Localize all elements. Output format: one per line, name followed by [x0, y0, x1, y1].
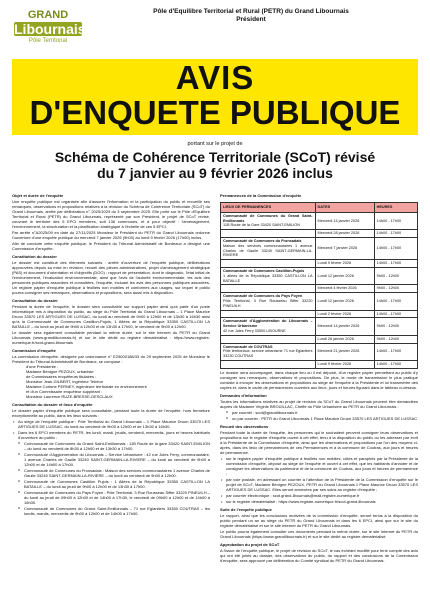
location-cell	[221, 230, 316, 238]
table-header-row	[221, 203, 418, 213]
hours-cell: 9h00 - 12h00	[374, 335, 417, 343]
date-cell: Mercredi 28 janvier 2026	[315, 230, 374, 238]
date-cell: Mercredi 14 janvier 2026	[315, 212, 374, 229]
member-line: de Commissaires enquêteurs titulaires :	[26, 374, 97, 379]
table-row	[221, 293, 418, 310]
section-text: Par arrêté n°A2025/09 en date du 27/11/2025 Monsieur le Président du PETR du Grand Libournais ordonne l'ouverture d'une enquête publique du mercredi 7 janvier 2026 (9h00) au lundi 9 février 2026 (17h00) inclus.	[12, 230, 210, 240]
hours-cell: 14h00 - 17h00	[374, 230, 417, 238]
section-text: La commission d'enquête, désignée par ordonnance n° E25000188/33 du 29 septembre 2025 de Monsieur le Président du Tribunal Administratif de Bordeaux, se compose :	[12, 354, 210, 364]
title-banner	[12, 59, 418, 135]
section-heading: Constitution du dossier	[12, 254, 57, 259]
hours-cell: 14h00 - 17h00	[374, 310, 417, 318]
section-text: Pendant toute la durée de l'enquête, les personnes qui le souhaitent peuvent consigner leurs observations et propositions sur le registre d'enquête ouvert à cet effet, tenu à la disposition du public ou les adresser par écrit à la Présidente de la Commission d'enquête, ainsi que les observations et propositions par l'un des moyens ci-après, dans les lieux de permanences de ces Permanences et à la commune de Coutras, aux jours et heures de permanence.	[220, 429, 418, 455]
list-item: • Dans les 6 EPCI membres du PETR, les lundi, mardi, jeudis, vendredi, mercredis, jours et heures habituels d'ouverture au public :	[12, 430, 210, 440]
member-line: et d'un Commissaire enquêteur suppléant :	[26, 389, 103, 394]
section-heading: Demandes d'information	[220, 392, 267, 398]
table-row	[221, 230, 418, 238]
location-name: Communauté de Communes du Fronsadais	[223, 238, 302, 243]
intro-text: portant sur le projet de	[187, 141, 243, 147]
section-heading: Consultation du dossier	[12, 298, 58, 303]
section-text: A l'issue de l'enquête publique, le projet de révision du SCoT, le cas échéant modifié pour tenir compte des avis qui ont été joints au dossier, des observations du public, du rapport et des conclusions de la Commission d'enquête, sera approuvé par délibération du Comité syndical du PETR du Grand Libournais.	[220, 547, 418, 563]
organization-header	[84, 6, 418, 24]
location-cell	[221, 343, 316, 360]
member-line: Madame Corinne PERNEY, ingénieure territoriale en environnement	[26, 384, 147, 389]
date-cell: Lundi 12 janvier 2026	[315, 293, 374, 310]
table-row	[221, 343, 418, 360]
hours-cell: 14h00 - 17h00	[374, 343, 417, 360]
left-column	[12, 190, 210, 563]
list-subitem: o Communauté de Communes du Grand Saint-Emilionnais : 11B Route de la gare 33420 SAINT-EMILION – du lundi au vendredi de 8h30 à 12h00 et de 13h30 à 17h00.	[12, 441, 210, 451]
list-subitem: o ou par courrier : PETR du Grand Libournais 1 Place Maurice Druon 33570 LES ARTIGUES DE LUSSAC	[220, 416, 418, 421]
column-header: LIEUX DE PERMANENCES	[221, 203, 316, 213]
organization-role: Président	[236, 16, 266, 23]
list-item: • sur le registre dématérialisé : https://www.registre-numerique.fr/scot-grand-libournais	[220, 499, 418, 504]
list-item: • par voie postale, en adressant un courrier à l'attention de la Présidente de la Commission d'enquête sur le projet de SCoT, Madame Bénigne PEZOUX, PETR du Grand Libournais 1 Place Maurice Druon 33570 LES ARTIGUES DE LUSSAC. Elles seront annexées par ses soins au registre d'enquête ;	[220, 477, 418, 492]
section-heading: Objet et durée de l'enquête	[12, 193, 64, 198]
table-row	[221, 212, 418, 229]
header	[12, 6, 418, 45]
location-cell	[221, 310, 316, 318]
subject-title: Schéma de Cohérence Territoriale (SCoT) révisé	[54, 149, 376, 165]
location-name: Communauté de COUTRAS	[223, 344, 273, 349]
location-address: 1 allées de la République 33350 CASTILLON LA BATAILLE	[223, 273, 313, 283]
table-row	[221, 335, 418, 343]
hours-cell: 14h00 - 17h00	[374, 293, 417, 310]
location-address: Pôle territoriaux, service urbanisme 71 rue Eglantiers 33230 COUTRAS	[223, 349, 313, 359]
section-heading: Consultation du dossier et lieux d'enquête	[12, 402, 93, 407]
table-row	[221, 310, 418, 318]
column-header: HEURES	[374, 203, 417, 213]
list-subitem: o Communauté de Communes du Pays Foyen : Pôle Territorial, 3 Rue Rousseau Siffer 33220 PINEUILH – du lundi au jeudi de 09h00 à 12h00 et de 14h00 à 17h30, le vendredi de 09h00 à 12h00 et de 14h00 à 16h30.	[12, 490, 210, 505]
location-name: Communauté de Communes du Grand Saint-Emilionnais	[223, 213, 313, 223]
date-cell: Lundi 2 février 2026	[315, 310, 374, 318]
list-item: • Au siège de l'enquête publique : Pôle Territorial du Grand Libournais – 1 Place Maurice Druon 33570 LES ARTIGUES DE LUSSAC, du lundi au vendredi de 9h00 à 12h00 et de 13h30 à 16h30.	[12, 419, 210, 429]
location-address: 42 rue Jules Ferry 33500 LIBOURNE	[223, 328, 286, 333]
hours-cell: 14h00 - 17h00	[374, 212, 417, 229]
body-columns	[12, 190, 418, 563]
enquiry-dates: du 7 janvier au 9 février 2026 inclus	[97, 165, 333, 181]
date-cell: Mercredi 14 janvier 2026	[315, 318, 374, 335]
section-heading: Approbation du projet de SCoT	[220, 541, 280, 547]
location-name: Communauté de Communes du Pays Foyen	[223, 294, 303, 299]
hours-cell: 9h00 - 12h00	[374, 285, 417, 293]
list-item: • par courrier électronique : scot.grand-libournais@mail.registre-numerique.fr	[220, 493, 418, 498]
list-subitem: o Communauté de Communes Castillon Pujols : 1 Allées de la République 33350 CASTILLON LA BATAILLE – du lundi au jeudi de 9h00 à 12h00 et de 13h30 à 17h00.	[12, 479, 210, 489]
title-line2: D'ENQUETE PUBLIQUE	[29, 94, 401, 131]
location-cell	[221, 260, 316, 268]
list-subitem: o Communauté de Communes du Grand Saint-Emilionnais – 71 rue Eglantiers 33350 COUTRAS – les lundis, mardis, mercredis de 9h00 à 12h00 et de 14h00 à 17h00.	[12, 506, 210, 516]
table-row	[221, 260, 418, 268]
table-row	[221, 237, 418, 259]
location-address: 11B Route de la Gare 33420 SAINT-EMILION	[223, 223, 300, 228]
date-cell: Lundi 9 février 2026	[315, 360, 374, 368]
date-cell: Mercredi 21 janvier 2026	[315, 343, 374, 360]
date-cell: Lundi 9 février 2026	[315, 260, 374, 268]
section-text: Le rapport, ainsi que les conclusions motivées de la commission d'enquête, seront tenus à la disposition du public pendant un an au siège du PETR du Grand Libournais et dans les 6 EPCI, ainsi que sur le site du registre dématérialisé et sur le site Internet du PETR du Grand Libournais.	[220, 512, 418, 528]
location-cell	[221, 285, 316, 293]
section-heading: Recueil des observations	[220, 423, 269, 429]
list-subitem: o Communauté d'Agglomération du Libournais – Service Urbanisme : 42 rue Jules Ferry, communautaire, 1 avenue Charles de Gaulle 33240 SAINT-GERMAIN-LA-RIVIERE – du lundi au vendredi de 9h00 à 12h00 et de 14h00 à 17h00.	[12, 452, 210, 467]
date-cell: Lundi 12 janvier 2026	[315, 267, 374, 284]
section-heading: Suite de l'enquête publique	[220, 506, 272, 512]
location-name: Communauté d'Agglomération du Libournais – Service Urbanisme	[223, 319, 313, 329]
permanences-table	[220, 202, 418, 369]
title-line1: AVIS	[175, 59, 255, 96]
list-subitem: o par courriel : scot@grandlibournais.fr	[220, 410, 418, 415]
location-address: Maison des services communautaires 1 avenue Charles de Gaulle 33240 SAINT-GERMAIN-LA-RIVIERE	[223, 243, 313, 258]
table-row	[221, 285, 418, 293]
section-text: Le dossier sera accompagné, dans chaque lieu où il est déposé, d'un registre papier permettant au public d'y consigner ses remarques, observations et propositions. De plus, le mode de transmission le plus pratique consiste à envoyer les observations et propositions au siège de l'enquête à la Présidente et lui transmettre des copies et, dans le cadre de permanences ouvertes aux lieux, jours et heures figurant dans le tableau ci-dessus.	[220, 369, 418, 390]
location-name: Communauté de Communes Castillon-Pujols	[223, 268, 305, 273]
location-cell	[221, 360, 316, 368]
location-cell	[221, 318, 316, 335]
hours-cell: 14h00 - 17h00	[374, 260, 417, 268]
date-cell: Mercredi 7 janvier 2026	[315, 237, 374, 259]
section-heading: Permanences de la Commission d'enquête	[220, 193, 302, 198]
hours-cell: 9h00 - 12h00	[374, 318, 417, 335]
member-line: Monsieur Laurence RUZE-BRESSE-DESCLAUX	[26, 394, 113, 399]
hours-cell: 14h00 - 17h00	[374, 237, 417, 259]
column-header: DATES	[315, 203, 374, 213]
section-text: Toutes les informations relatives au projet de révision du SCoT du Grand Libournais peuvent être demandées auprès de Madame Virginie BROUILLAC, Cheffe du Pôle Urbanisme au PETR du Grand Libournais :	[220, 398, 418, 409]
table-row	[221, 318, 418, 335]
date-cell: Mercredi 4 février 2026	[315, 285, 374, 293]
member-line: Monsieur Jean-GILBERT, ingénieur Tebéon	[26, 379, 104, 384]
section-heading: Commission d'enquête	[12, 348, 56, 353]
organization-name: Pôle d'Equilibre Territorial et Rural (PETR) du Grand Libournais	[153, 8, 349, 15]
location-cell	[221, 237, 316, 259]
location-cell	[221, 212, 316, 229]
logo-line3: Pôle Territorial	[28, 38, 68, 44]
date-cell: Lundi 26 janvier 2026	[315, 335, 374, 343]
location-cell	[221, 335, 316, 343]
list-item: • sur le registre papier d'enquête publique à feuillets non mobiles, côtés et paraphés par la Présidente de la commission d'enquête, déposé au siège de l'enquête et ouvert à cet effet, que les habitants d'annoter et de consigner les observations du patrimoine et de la commune de Coutras, aux jours et heures de permanence ;	[220, 456, 418, 476]
logo-line2: Libournais	[14, 21, 86, 37]
member-line: Madame Bénigne PEZOUX, urbaniste	[26, 369, 94, 374]
section-text: Le dossier sera également consultable pendant la même durée, sur le site Internet du PETR du Grand Libournais (www.grandlibournais.fr) et sur le site dédié au registre dématérialisé : https://www.registre-numerique.fr/scot-grand-libournais	[12, 330, 210, 345]
grand-libournais-logo	[12, 6, 84, 45]
logo-line1: GRAND	[27, 9, 69, 21]
hours-cell: 14h00 - 17h00	[374, 360, 417, 368]
section-text: Afin de conduire cette enquête publique, le Président du Tribunal Administratif de Bordeaux a désigné une Commission d'enquête.	[12, 241, 210, 251]
hours-cell: 9h00 - 12h00	[374, 267, 417, 284]
section-text: Le dossier est constitué des éléments suivants : arrêté d'ouverture de l'enquête publique, délibérations approuvées depuis sa mise en révision, recueil des pièces administratives, projet d'aménagement stratégique (PAS) et document d'orientation et d'objectifs (DOO) ; rapport de présentation, dont le diagnostic, l'état initial de l'environnement, l'évaluation environnementale, ainsi que l'avis de l'autorité environnementale, les avis des personnes publiques associées et consultées, l'enquête, incluant les avis des personnes publiques associées. Un registre papier d'enquête publique à feuillets non mobiles et conformes aux usages, sur lequel le public pourra consigner ses remarques, observations et propositions, sera aussi mis à disposition.	[12, 260, 210, 295]
section-text: Pendant la durée de l'enquête, le dossier sera consultable sur support papier ainsi qu'à partir d'un poste informatique mis à disposition du public, au siège du Pôle Territorial du Grand Libournais – 1 Place Maurice Druon 33570 LES ARTIGUES DE LUSSAC, du lundi au vendredi de 9h00 à 12h00 et de 13h30 à 16h30 ainsi qu'à la Communauté de Communes Castillon-Pujols, 1 Allées de la République 33350 CASTILLON LA BATAILLE – du lundi au jeudi de 9h00 à 12h00 et de 13h30 à 17h00, le vendredi de 9h00 à 12h00.	[12, 304, 210, 329]
location-cell	[221, 293, 316, 310]
location-cell	[221, 267, 316, 284]
member-line: d'une Présidente :	[26, 364, 59, 369]
section-text: Le public pourra également consulter ces documents pendant la même durée, sur le site Internet du PETR du Grand Libournais (https://www.grandlibournais.fr) et sur le site dédié au registre dématérialisé.	[220, 528, 418, 539]
list-subitem: o Communauté de Communes du Fronsadais : Maison des services communautaires 1 avenue Charles de Gaulle 33240 SAINT-GERMAIN-LA-RIVIERE – du lundi au vendredi de 9h00 à 12h00.	[12, 468, 210, 478]
right-column	[220, 190, 418, 563]
table-row	[221, 267, 418, 284]
table-row	[221, 360, 418, 368]
commission-members	[12, 364, 210, 399]
table-body	[221, 212, 418, 368]
section-text: Le dossier papier d'enquête publique sera consultable, pendant toute la durée de l'enquête, hors fermeture exceptionnelle au public, dans les lieux suivants :	[12, 408, 210, 418]
location-address: Pôle Territorial, 3 Rue Rousseau Siffer 33220 PINEUILH	[223, 298, 313, 308]
section-text: Une enquête publique est organisée afin d'assurer l'information et la participation du public et recueillir ses remarques, observations et propositions relatives à la révision du Schéma de Cohérence Territoriale (SCoT) du Grand Libournais, arrêté par délibération n° 2025/1029 du 3 septembre 2025. Elle porte sur le Pôle d'Equilibre Territorial et Rural (PETR) du Grand Libournais, représenté par son Président, le projet de SCoT révisé, couvrant le territoire des 5 EPCI membres, soit 136 communes, et à pour objectif : l'aménagement, l'environnement, la structuration et la planification stratégique à l'échelle de ces 5 EPCI.	[12, 199, 210, 229]
